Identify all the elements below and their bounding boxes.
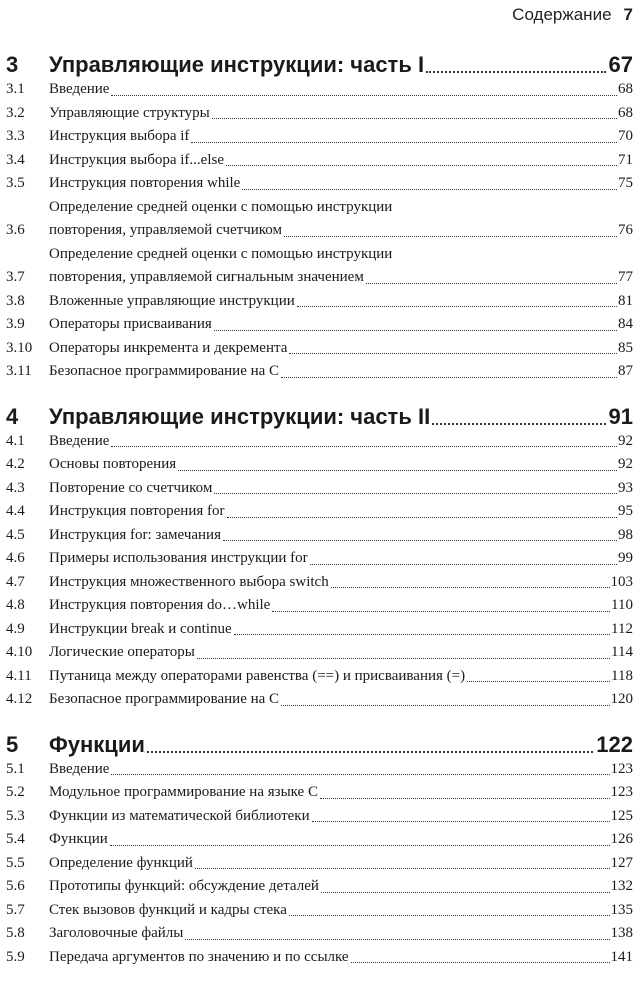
dot-leader — [197, 658, 610, 659]
toc-entry[interactable] — [6, 946, 633, 970]
entry-number: 3.8 — [6, 292, 25, 309]
chapter-title: Управляющие инструкции: часть II — [49, 403, 431, 429]
dot-leader — [214, 493, 617, 494]
chapter-number: 3 — [6, 52, 19, 77]
entry-number: 5.2 — [6, 784, 25, 800]
toc-entry[interactable] — [6, 360, 633, 384]
entry-page: 138 — [610, 925, 633, 941]
dot-leader — [212, 118, 617, 119]
dot-leader — [178, 470, 617, 471]
running-header — [512, 4, 633, 26]
entry-title: Инструкция повторения do…while — [49, 597, 271, 613]
dot-leader — [289, 353, 617, 354]
toc-entry[interactable] — [6, 337, 633, 361]
toc-entry[interactable] — [6, 594, 633, 618]
chapter-heading[interactable] — [6, 396, 633, 430]
entry-page: 110 — [611, 597, 633, 613]
toc-entry[interactable] — [6, 313, 633, 337]
toc-entry[interactable] — [6, 290, 633, 314]
entry-number: 4.5 — [6, 526, 25, 543]
entry-page: 95 — [618, 503, 633, 519]
entry-number: 3.9 — [6, 316, 25, 332]
entry-page: 75 — [618, 175, 633, 191]
dot-leader — [432, 423, 605, 425]
dot-leader — [214, 330, 617, 331]
entry-number: 4.12 — [6, 691, 33, 707]
dot-leader — [226, 165, 617, 166]
toc-entry[interactable] — [6, 571, 633, 595]
toc-entry[interactable] — [6, 430, 633, 454]
dot-leader — [223, 540, 617, 541]
dot-leader — [284, 236, 617, 237]
entry-page: 118 — [611, 667, 633, 684]
toc-entry[interactable] — [6, 453, 633, 477]
toc-entry[interactable] — [6, 641, 633, 665]
dot-leader — [242, 189, 617, 190]
toc-entry[interactable] — [6, 477, 633, 501]
dot-leader — [310, 564, 617, 565]
toc-entry[interactable] — [6, 618, 633, 642]
entry-page: 103 — [610, 573, 633, 590]
entry-number: 5.6 — [6, 878, 25, 894]
chapter-heading[interactable] — [6, 44, 633, 78]
chapter-title: Функции — [49, 731, 145, 757]
dot-leader — [426, 71, 605, 73]
entry-title: Безопасное программирование на C — [49, 691, 280, 707]
entry-page: 70 — [618, 128, 633, 144]
dot-leader — [185, 939, 609, 940]
entry-title: Операторы инкремента и декремента — [49, 339, 288, 356]
entry-number: 4.2 — [6, 456, 25, 472]
entry-number: 3.11 — [6, 363, 32, 379]
entry-title: Инструкция повторения while — [49, 175, 241, 191]
entry-page: 141 — [610, 948, 633, 965]
entry-number: 5.9 — [6, 948, 25, 965]
toc-entry[interactable] — [6, 125, 633, 149]
entry-title: Введение — [49, 432, 110, 449]
entry-number: 5.5 — [6, 854, 25, 871]
entry-page: 92 — [618, 456, 633, 472]
chapter-page: 67 — [608, 52, 633, 77]
table-of-contents — [6, 44, 633, 981]
entry-title: Введение — [49, 81, 110, 97]
chapter-page: 91 — [608, 403, 633, 429]
toc-entry[interactable] — [6, 852, 633, 876]
entry-number: 4.6 — [6, 550, 25, 566]
toc-entry[interactable] — [6, 922, 633, 946]
dot-leader — [289, 915, 610, 916]
chapter-heading[interactable] — [6, 724, 633, 758]
entry-page: 98 — [618, 526, 633, 543]
dot-leader — [147, 751, 593, 753]
dot-leader — [110, 845, 610, 846]
entry-number: 5.1 — [6, 760, 25, 777]
entry-title: Примеры использования инструкции for — [49, 550, 308, 566]
entry-number: 3.2 — [6, 104, 25, 121]
toc-entry[interactable] — [6, 665, 633, 689]
entry-page: 71 — [618, 151, 633, 168]
dot-leader — [312, 821, 610, 822]
entry-title: Функции из математической библиотеки — [49, 807, 310, 824]
entry-title: Инструкция for: замечания — [49, 526, 221, 543]
entry-title: повторения, управляемой счетчиком — [49, 222, 283, 238]
entry-title: Прототипы функций: обсуждение деталей — [49, 878, 319, 894]
toc-entry[interactable] — [6, 78, 633, 102]
dot-leader — [320, 798, 610, 799]
entry-page: 120 — [610, 691, 633, 707]
chapter-title: Управляющие инструкции: часть I — [49, 52, 425, 77]
toc-entry[interactable] — [6, 149, 633, 173]
dot-leader — [281, 377, 617, 378]
dot-leader — [321, 892, 610, 893]
entry-title: Логические операторы — [49, 644, 195, 660]
toc-entry[interactable] — [6, 758, 633, 782]
entry-number: 3.7 — [6, 269, 25, 285]
toc-entry[interactable] — [6, 875, 633, 899]
entry-page: 125 — [610, 807, 633, 824]
dot-leader — [366, 283, 617, 284]
chapter-page: 122 — [596, 731, 633, 757]
entry-number: 3.6 — [6, 222, 25, 238]
entry-number: 5.8 — [6, 925, 25, 941]
entry-page: 87 — [618, 363, 633, 379]
dot-leader — [111, 95, 617, 96]
running-header-title: Содержание — [512, 5, 612, 24]
entry-page: 77 — [618, 269, 633, 285]
entry-title: Вложенные управляющие инструкции — [49, 292, 295, 309]
entry-title: Модульное программирование на языке C — [49, 784, 318, 800]
entry-title: Передача аргументов по значению и по ссылке — [49, 948, 349, 965]
entry-page: 126 — [610, 831, 633, 847]
entry-title: Инструкция повторения for — [49, 503, 225, 519]
entry-title: Определение средней оценки с помощью инструкции — [49, 245, 393, 262]
entry-page: 99 — [618, 550, 633, 566]
entry-title: Инструкция выбора if — [49, 128, 190, 144]
dot-leader — [467, 681, 610, 682]
entry-page: 114 — [611, 644, 633, 660]
entry-page: 76 — [618, 222, 633, 238]
toc-entry[interactable] — [6, 828, 633, 852]
entry-page: 123 — [610, 784, 633, 800]
entry-title: Введение — [49, 760, 110, 777]
dot-leader — [351, 962, 610, 963]
entry-page: 68 — [618, 81, 633, 97]
entry-page: 84 — [618, 316, 633, 332]
entry-title: Путаница между операторами равенства (==) и присваивания (=) — [49, 667, 466, 684]
entry-title: Инструкция выбора if...else — [49, 151, 224, 168]
chapter-number: 4 — [6, 403, 19, 429]
entry-title: Определение средней оценки с помощью инструкции — [49, 198, 393, 215]
entry-title: Стек вызовов функций и кадры стека — [49, 901, 287, 918]
entry-number: 3.5 — [6, 175, 25, 191]
dot-leader — [191, 142, 617, 143]
entry-page: 132 — [610, 878, 633, 894]
dot-leader — [234, 634, 610, 635]
entry-page: 135 — [610, 901, 633, 918]
dot-leader — [331, 587, 610, 588]
chapter-section — [6, 44, 633, 384]
chapter-number: 5 — [6, 731, 19, 757]
entry-page: 112 — [611, 620, 633, 637]
entry-page: 123 — [610, 760, 633, 777]
toc-entry[interactable] — [6, 899, 633, 923]
chapter-section — [6, 396, 633, 712]
entry-number: 5.7 — [6, 901, 25, 918]
toc-entry[interactable] — [6, 781, 633, 805]
entry-title: Определение функций — [49, 854, 193, 871]
entry-number: 3.10 — [6, 339, 33, 356]
entry-title: Функции — [49, 831, 108, 847]
entry-number: 4.1 — [6, 432, 25, 449]
entry-number: 4.10 — [6, 644, 33, 660]
entry-page: 127 — [610, 854, 633, 871]
entry-title: Безопасное программирование на C — [49, 363, 280, 379]
entry-title: Операторы присваивания — [49, 316, 212, 332]
entry-title: Заголовочные файлы — [49, 925, 184, 941]
entry-number: 4.8 — [6, 597, 25, 613]
entry-number: 4.3 — [6, 479, 25, 496]
entry-title: повторения, управляемой сигнальным значением — [49, 269, 364, 285]
toc-entry[interactable] — [6, 688, 633, 712]
entry-page: 68 — [618, 104, 633, 121]
toc-entry[interactable] — [6, 172, 633, 196]
entry-title: Управляющие структуры — [49, 104, 210, 121]
entry-page: 81 — [618, 292, 633, 309]
dot-leader — [111, 446, 617, 447]
dot-leader — [111, 774, 609, 775]
dot-leader — [297, 306, 617, 307]
entry-number: 4.7 — [6, 573, 25, 590]
entry-number: 4.4 — [6, 503, 25, 519]
toc-entry[interactable] — [6, 102, 633, 126]
chapter-section — [6, 724, 633, 970]
toc-entry[interactable] — [6, 547, 633, 571]
entry-title: Инструкции break и continue — [49, 620, 232, 637]
entry-number: 3.3 — [6, 128, 25, 144]
toc-entry[interactable] — [6, 196, 633, 243]
entry-number: 3.4 — [6, 151, 25, 168]
entry-number: 5.4 — [6, 831, 25, 847]
entry-number: 3.1 — [6, 81, 25, 97]
entry-page: 93 — [618, 479, 633, 496]
dot-leader — [227, 517, 618, 518]
entry-title: Повторение со счетчиком — [49, 479, 213, 496]
entry-page: 92 — [618, 432, 633, 449]
entry-title: Инструкция множественного выбора switch — [49, 573, 329, 590]
dot-leader — [281, 705, 609, 706]
entry-number: 4.9 — [6, 620, 25, 637]
dot-leader — [195, 868, 610, 869]
entry-page: 85 — [618, 339, 633, 356]
entry-number: 5.3 — [6, 807, 25, 824]
toc-entry[interactable] — [6, 524, 633, 548]
toc-entry[interactable] — [6, 243, 633, 290]
entry-title: Основы повторения — [49, 456, 177, 472]
dot-leader — [272, 611, 610, 612]
toc-entry[interactable] — [6, 500, 633, 524]
toc-entry[interactable] — [6, 805, 633, 829]
page-number: 7 — [623, 5, 633, 24]
entry-number: 4.11 — [6, 667, 32, 684]
